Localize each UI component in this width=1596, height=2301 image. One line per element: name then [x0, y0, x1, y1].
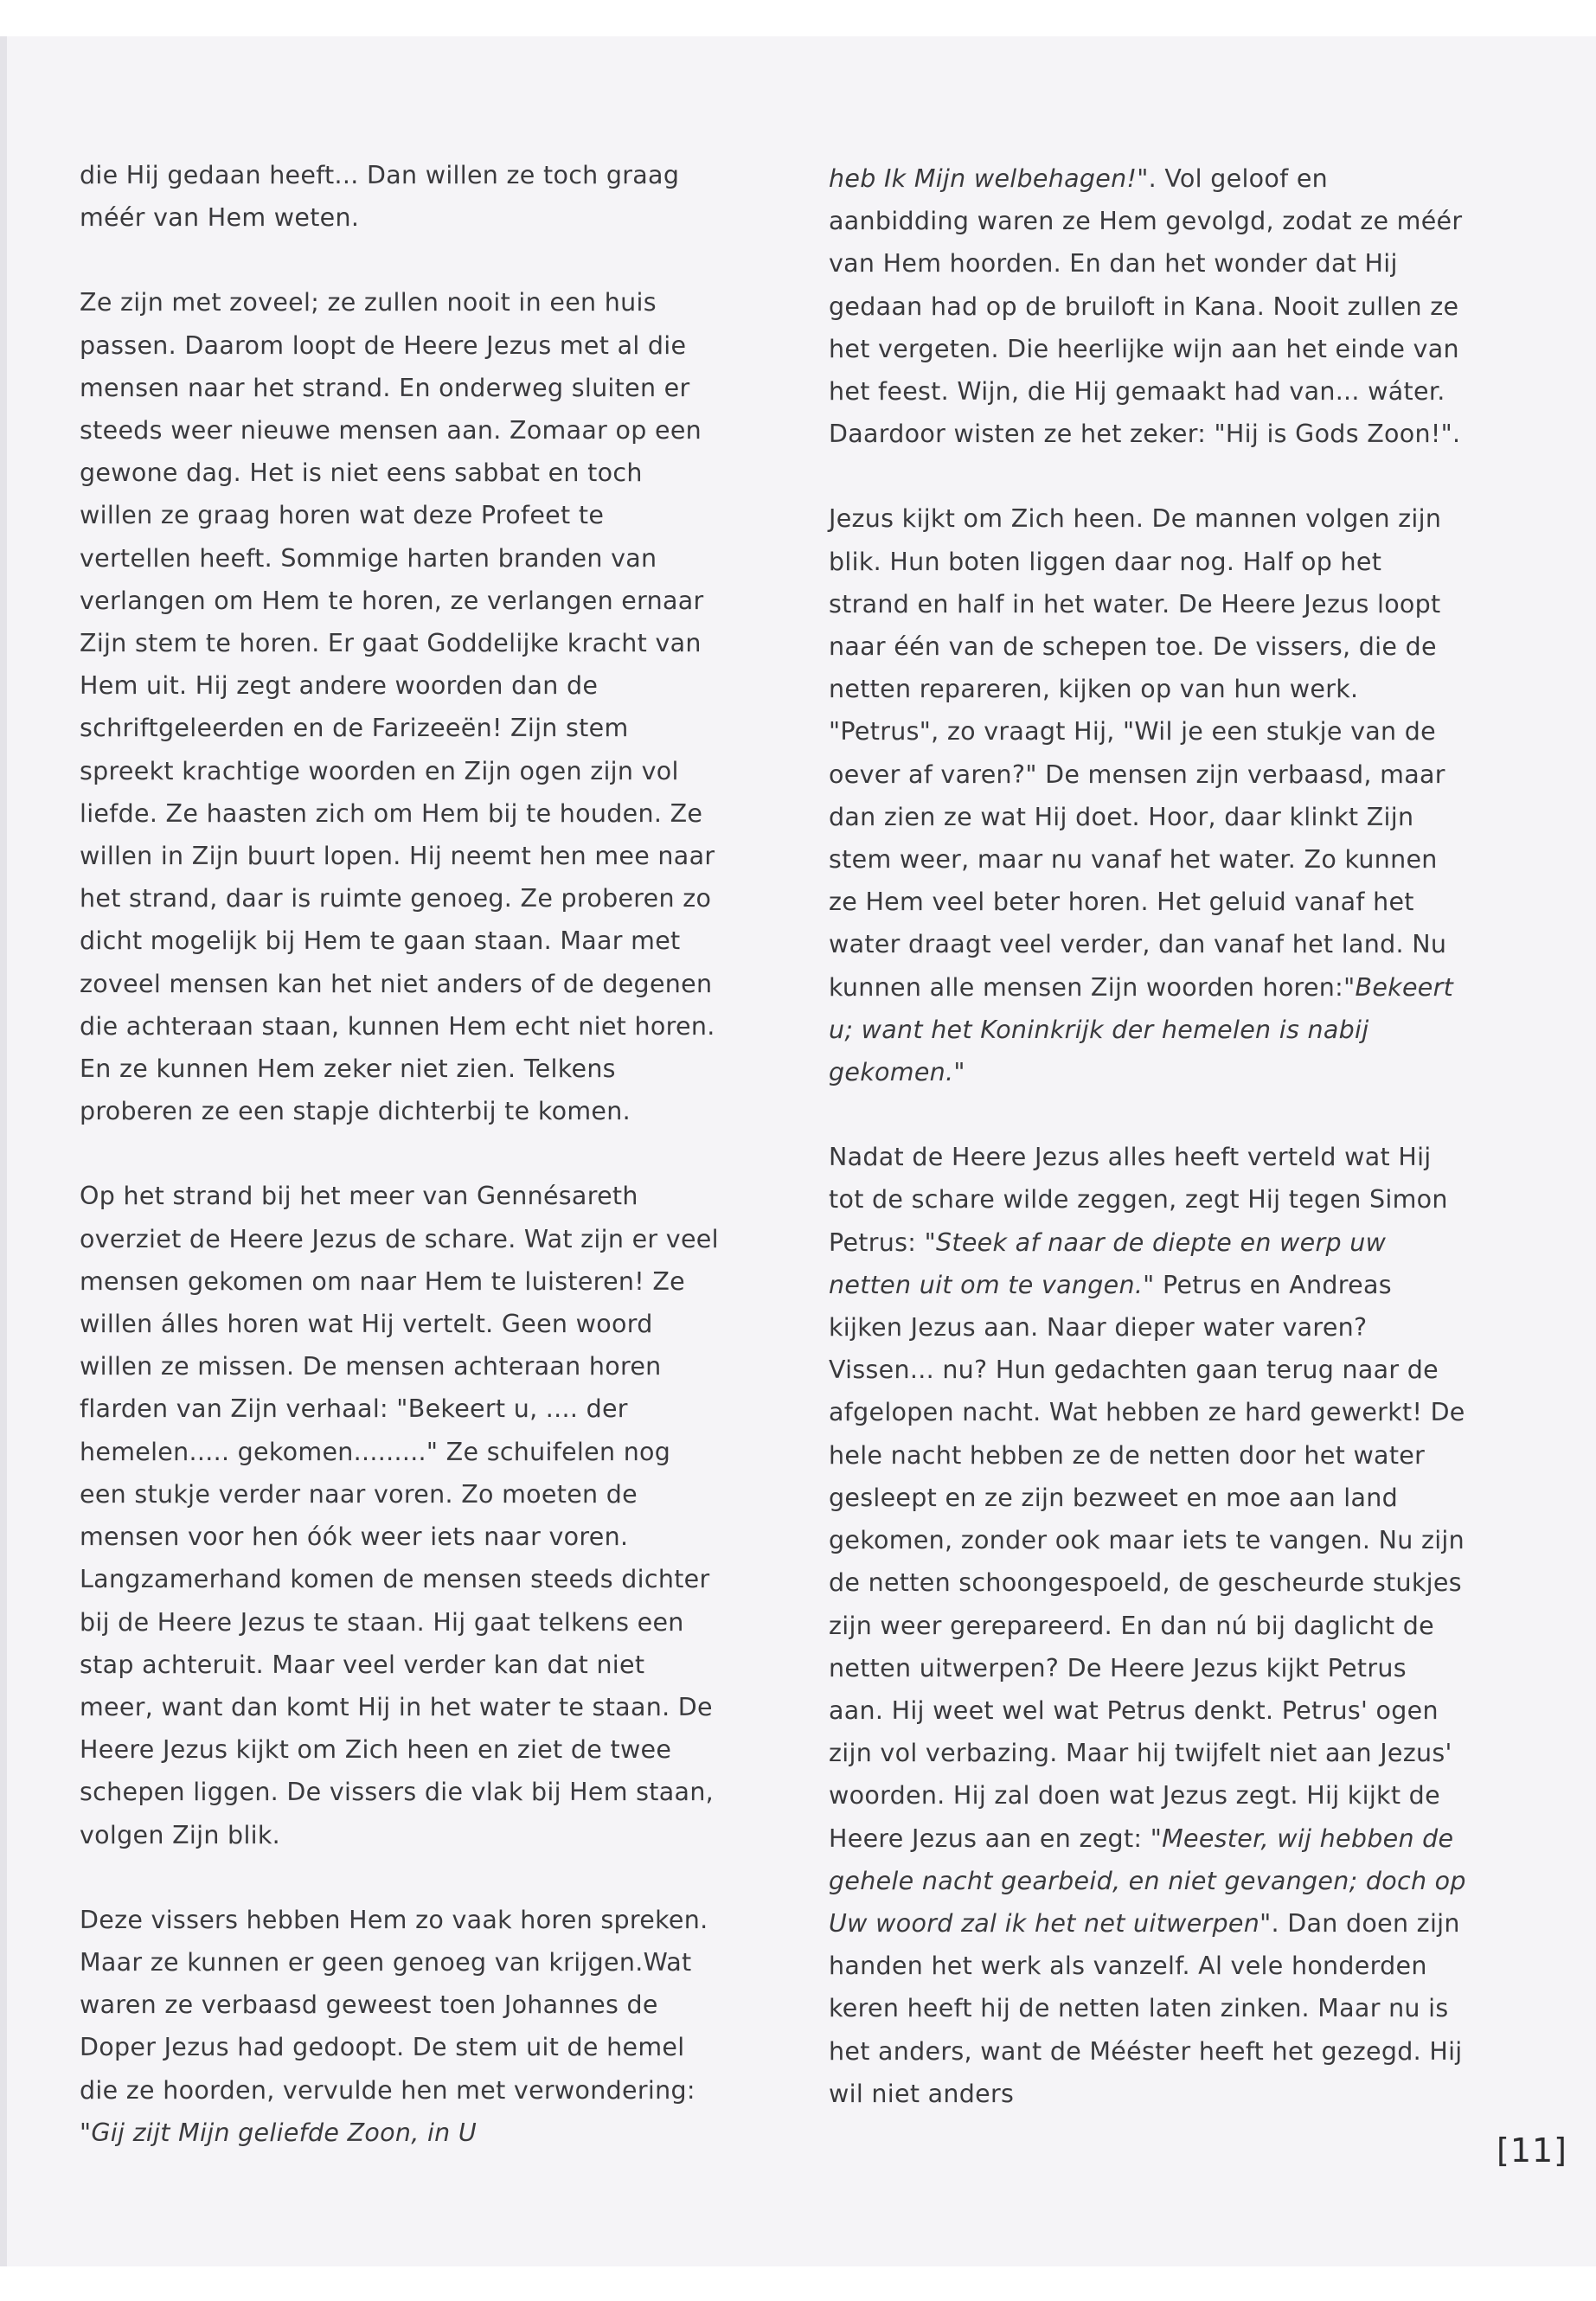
- left-paragraph-4-quote: "Gij zijt Mijn geliefde Zoon, in U: [80, 2118, 478, 2147]
- left-paragraph-2: Ze zijn met zoveel; ze zullen nooit in een huis passen. Daarom loopt de Heere Jezus met al die mensen naar het strand. En onderweg sluiten er steeds weer nieuwe mensen aan. Zomaar op een gewone dag. Het is niet eens sabbat en toch willen ze graag horen wat deze Profeet te vertellen heeft. Sommige harten branden van verlangen om Hem te horen, ze verlangen ernaar Zijn stem te horen. Er gaat Goddelijke kracht van Hem uit. Hij zegt andere woorden dan de schriftgeleerden en de Farizeeën! Zijn stem spreekt krachtige woorden en Zijn ogen zijn vol liefde. Ze haasten zich om Hem bij te houden. Ze willen in Zijn buurt lopen. Hij neemt hen mee naar het strand, daar is ruimte genoeg. Ze proberen zo dicht mogelijk bij Hem te gaan staan. Maar met zoveel mensen kan het niet anders of de degenen die achteraan staan, kunnen Hem echt niet horen. En ze kunnen Hem zeker niet zien. Telkens proberen ze een stapje dichterbij te komen.: [80, 288, 715, 1126]
- right-paragraph-3-text-b: Petrus en Andreas kijken Jezus aan. Naar dieper water varen? Vissen... nu? Hun gedachten gaan terug naar de afgelopen nacht. Wat hebben ze hard gewerkt! De hele nacht hebben ze de netten door het water gesleept en ze zijn bezweet en moe aan land gekomen, zonder ook maar iets te vangen. Nu zijn de netten schoongespoeld, de gescheurde stukjes zijn weer gerepareerd. En dan nú bij daglicht de netten uitwerpen? De Heere Jezus kijkt Petrus aan. Hij weet wel wat Petrus denkt. Petrus' ogen zijn vol verbazing. Maar hij twijfelt niet aan Jezus' woorden. Hij zal doen wat Jezus zegt. Hij kijkt de Heere Jezus aan en zegt:: [829, 1270, 1465, 1853]
- right-paragraph-3-quote-a: "Steek af naar de diepte en werp uw netten uit om te vangen.": [829, 1227, 1387, 1299]
- right-paragraph-3-text-c: . Dan doen zijn handen het werk als vanzelf. Al vele honderden keren heeft hij de netten laten zinken. Maar nu is het anders, want de Mééster heeft het gezegd. Hij wil niet anders: [829, 1908, 1463, 2108]
- left-paragraph-1: die Hij gedaan heeft... Dan willen ze toch graag méér van Hem weten.: [80, 161, 680, 233]
- left-column: [80, 154, 720, 2196]
- page-number: [11]: [1497, 2131, 1568, 2170]
- right-paragraph-3-text-a: Nadat de Heere Jezus alles heeft verteld wat Hij tot de schare wilde zeggen, zegt Hij tegen Simon Petrus:: [829, 1143, 1448, 1257]
- right-column: [829, 157, 1469, 2157]
- left-paragraph-4-text: Deze vissers hebben Hem zo vaak horen spreken. Maar ze kunnen er geen genoeg van krijgen.Wat waren ze verbaasd geweest toen Johannes de Doper Jezus had gedoopt. De stem uit de hemel die ze hoorden, vervulde hen met verwondering:: [80, 1905, 708, 2105]
- right-paragraph-1: [829, 157, 1469, 455]
- left-paragraph-4: [80, 1899, 720, 2154]
- magazine-page: [0, 36, 1596, 2266]
- right-paragraph-1-quote: heb Ik Mijn welbehagen!": [829, 164, 1149, 193]
- right-paragraph-1-text: . Vol geloof en aanbidding waren ze Hem gevolgd, zodat ze méér van Hem hoorden. En dan het wonder dat Hij gedaan had op de bruiloft in Kana. Nooit zullen ze het vergeten. Die heerlijke wijn aan het einde van het feest. Wijn, die Hij gemaakt had van... wáter. Daardoor wisten ze het zeker: "Hij is Gods Zoon!".: [829, 164, 1463, 449]
- right-paragraph-3: [829, 1136, 1469, 2115]
- left-paragraph-3: Op het strand bij het meer van Gennésareth overziet de Heere Jezus de schare. Wat zijn er veel mensen gekomen om naar Hem te luisteren! Ze willen álles horen wat Hij vertelt. Geen woord willen ze missen. De mensen achteraan horen flarden van Zijn verhaal: "Bekeert u, .... der hemelen..... gekomen........." Ze schuifelen nog een stukje verder naar voren. Zo moeten de mensen voor hen óók weer iets naar voren. Langzamerhand komen de mensen steeds dichter bij de Heere Jezus te staan. Hij gaat telkens een stap achteruit. Maar veel verder kan dat niet meer, want dan komt Hij in het water te staan. De Heere Jezus kijkt om Zich heen en ziet de twee schepen liggen. De vissers die vlak bij Hem staan, volgen Zijn blik.: [80, 1182, 719, 1849]
- right-paragraph-2-quote: "Bekeert u; want het Koninkrijk der hemelen is nabij gekomen.": [829, 972, 1454, 1087]
- right-paragraph-2: [829, 497, 1469, 1093]
- right-paragraph-2-text: Jezus kijkt om Zich heen. De mannen volgen zijn blik. Hun boten liggen daar nog. Half op het strand en half in het water. De Heere Jezus loopt naar één van de schepen toe. De vissers, die de netten repareren, kijken op van hun werk. "Petrus", zo vraagt Hij, "Wil je een stukje van de oever af varen?" De mensen zijn verbaasd, maar dan zien ze wat Hij doet. Hoor, daar klinkt Zijn stem weer, maar nu vanaf het water. Zo kunnen ze Hem veel beter horen. Het geluid vanaf het water draagt veel verder, dan vanaf het land. Nu kunnen alle mensen Zijn woorden horen:: [829, 504, 1447, 1002]
- right-paragraph-3-quote-b: "Meester, wij hebben de gehele nacht gearbeid, en niet gevangen; doch op Uw woord zal ik het net uitwerpen": [829, 1823, 1466, 1938]
